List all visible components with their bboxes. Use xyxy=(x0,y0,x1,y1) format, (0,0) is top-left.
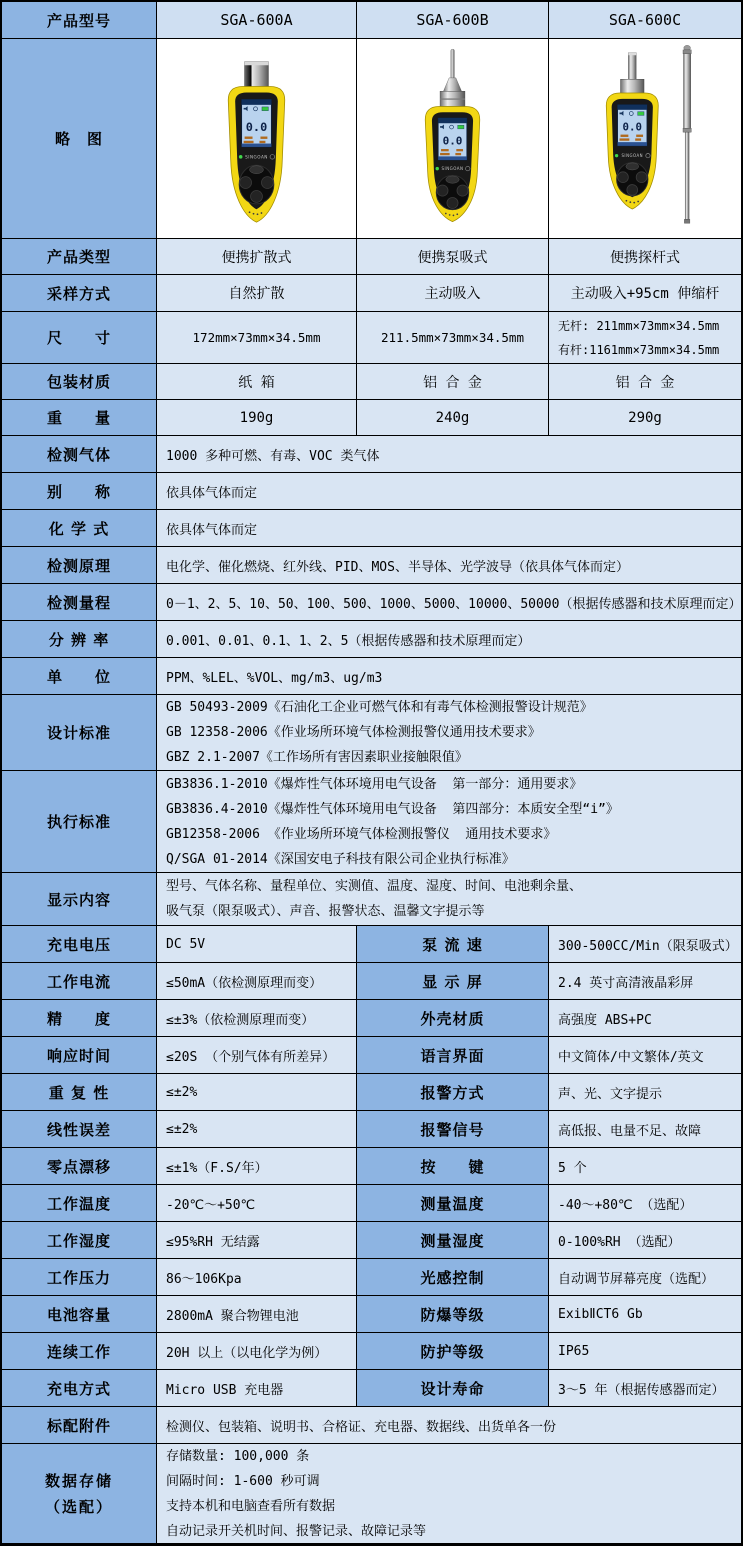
row-label: 显示内容 xyxy=(2,873,157,925)
row-accuracy-shell-material xyxy=(2,1000,741,1037)
row-value: 依具体气体而定 xyxy=(157,510,741,546)
header-row xyxy=(2,2,741,39)
product-image-sga-600a xyxy=(157,39,357,238)
probe-stub xyxy=(628,53,636,79)
standard-line: GB 12358-2006《作业场所环境气体检测报警仪通用技术要求》 xyxy=(166,725,541,740)
menu-button xyxy=(250,166,264,174)
lcd-header xyxy=(438,118,467,123)
lcd-text-line xyxy=(621,135,629,137)
right-button xyxy=(261,177,273,189)
spec-value: 高低报、电量不足、故障 xyxy=(549,1111,741,1147)
spec-value: 5 个 xyxy=(549,1148,741,1184)
left-button xyxy=(618,172,629,183)
row-label: 包装材质 xyxy=(2,364,157,399)
sensor-cylinder xyxy=(621,79,645,94)
value-c: 铝 合 金 xyxy=(549,364,741,399)
model-name-sga-600b: SGA-600B xyxy=(357,2,549,38)
spec-label: 线性误差 xyxy=(2,1111,157,1147)
gas-detector-pump-illustration xyxy=(357,40,548,238)
value-b: 便携泵吸式 xyxy=(357,239,549,274)
row-execution-standards xyxy=(2,771,741,873)
row-units xyxy=(2,658,741,695)
row-working-temp-measure-temp xyxy=(2,1185,741,1222)
row-design-standards xyxy=(2,695,741,771)
lcd-reading: 0.0 xyxy=(622,120,642,134)
spec-value: ≤50mA（依检测原理而变） xyxy=(157,963,357,999)
spec-label: 工作温度 xyxy=(2,1185,157,1221)
row-chemical-formula xyxy=(2,510,741,547)
spec-label: 测量温度 xyxy=(357,1185,549,1221)
standard-line: GB 50493-2009《石油化工企业可燃气体和有毒气体检测报警设计规范》 xyxy=(166,700,593,715)
spec-value: 高强度 ABS+PC xyxy=(549,1000,741,1036)
spec-label: 报警方式 xyxy=(357,1074,549,1110)
row-working-current-display xyxy=(2,963,741,1000)
row-value: 依具体气体而定 xyxy=(157,473,741,509)
value-c: 主动吸入+95cm 伸缩杆 xyxy=(549,275,741,311)
probe-stub-top xyxy=(628,53,636,55)
row-zero-drift-buttons xyxy=(2,1148,741,1185)
spec-value: Micro USB 充电器 xyxy=(157,1370,357,1406)
spec-label: 连续工作 xyxy=(2,1333,157,1369)
row-sampling-method xyxy=(2,275,741,312)
standard-line: GB12358-2006 《作业场所环境气体检测报警仪 通用技术要求》 xyxy=(166,826,557,842)
row-value xyxy=(157,695,741,770)
row-label: 执行标准 xyxy=(2,771,157,872)
spec-value: 2800mA 聚合物锂电池 xyxy=(157,1296,357,1332)
dimension-with-rod: 有杆:1161mm×73mm×34.5mm xyxy=(558,342,720,357)
spec-label: 响应时间 xyxy=(2,1037,157,1073)
standard-line: Q/SGA 01-2014《深国安电子科技有限公司企业执行标准》 xyxy=(166,851,515,867)
row-label: 尺 寸 xyxy=(2,312,157,363)
brand-text: SINGOAN xyxy=(245,154,268,160)
spec-label: 工作湿度 xyxy=(2,1222,157,1258)
model-name-sga-600a: SGA-600A xyxy=(157,2,357,38)
enter-button xyxy=(447,197,458,208)
spec-label: 测量湿度 xyxy=(357,1222,549,1258)
spec-value: ExibⅡCT6 Gb xyxy=(549,1296,741,1332)
status-led xyxy=(239,155,243,159)
sketch-label: 略 图 xyxy=(2,39,157,238)
sensor-cap xyxy=(245,62,269,89)
spec-label: 设计寿命 xyxy=(357,1370,549,1406)
row-label: 标配附件 xyxy=(2,1407,157,1443)
spec-label: 报警信号 xyxy=(357,1111,549,1147)
brand-text: SINGOAN xyxy=(621,153,644,159)
row-label xyxy=(2,1444,157,1543)
spec-value: 86～106Kpa xyxy=(157,1259,357,1295)
lcd-reading: 0.0 xyxy=(245,120,268,135)
brand-text: SINGOAN xyxy=(441,166,464,172)
spec-value: 中文简体/中文繁体/英文 xyxy=(549,1037,741,1073)
spec-label: 重 复 性 xyxy=(2,1074,157,1110)
spec-label: 外壳材质 xyxy=(357,1000,549,1036)
storage-line: 存储数量: 100,000 条 xyxy=(166,1448,310,1464)
value-b: 主动吸入 xyxy=(357,275,549,311)
row-value: 1000 多种可燃、有毒、VOC 类气体 xyxy=(157,436,741,472)
value-b: 211.5mm×73mm×34.5mm xyxy=(357,312,549,363)
cylinder-ring xyxy=(440,98,465,99)
value-c xyxy=(549,312,741,363)
value-a: 纸 箱 xyxy=(157,364,357,399)
row-value: 0.001、0.01、0.1、1、2、5（根据传感器和技术原理而定） xyxy=(157,621,741,657)
battery-icon xyxy=(262,107,268,111)
row-value: 电化学、催化燃烧、红外线、PID、MOS、半导体、光学波导（依具体气体而定） xyxy=(157,547,741,583)
display-line: 吸气泵（限泵吸式）、声音、报警状态、温馨文字提示等 xyxy=(166,904,485,919)
spec-label: 电池容量 xyxy=(2,1296,157,1332)
spec-value: -40～+80℃ （选配） xyxy=(549,1185,741,1221)
lcd-status-bar xyxy=(438,156,467,160)
display-line: 型号、气体名称、量程单位、实测值、温度、湿度、时间、电池剩余量、 xyxy=(166,879,583,894)
sketch-row xyxy=(2,39,741,239)
row-continuous-work-protection-rating xyxy=(2,1333,741,1370)
row-detection-principle xyxy=(2,547,741,584)
lcd-status-bar xyxy=(242,144,272,147)
row-battery-explosion-rating xyxy=(2,1296,741,1333)
storage-line: 支持本机和电脑查看所有数据 xyxy=(166,1498,336,1514)
spec-value: ≤±3%（依检测原理而变） xyxy=(157,1000,357,1036)
spec-value: ≤±2% xyxy=(157,1074,357,1110)
status-led xyxy=(436,167,439,170)
spec-label: 防爆等级 xyxy=(357,1296,549,1332)
row-packing-material xyxy=(2,364,741,400)
product-image-sga-600c xyxy=(549,39,741,238)
spec-value: ≤20S （个别气体有所差异） xyxy=(157,1037,357,1073)
row-value: 检测仪、包装箱、说明书、合格证、充电器、数据线、出货单各一份 xyxy=(157,1407,741,1443)
row-linearity-alarm-signal xyxy=(2,1111,741,1148)
spec-label: 泵 流 速 xyxy=(357,926,549,962)
menu-button xyxy=(626,163,639,170)
dimension-no-rod: 无杆: 211mm×73mm×34.5mm xyxy=(558,318,720,333)
spec-label: 语言界面 xyxy=(357,1037,549,1073)
value-a: 172mm×73mm×34.5mm xyxy=(157,312,357,363)
value-a: 便携扩散式 xyxy=(157,239,357,274)
left-button xyxy=(240,177,252,189)
spec-value: 2.4 英寸高清液晶彩屏 xyxy=(549,963,741,999)
spec-label: 显 示 屏 xyxy=(357,963,549,999)
row-product-type xyxy=(2,239,741,275)
spec-value: ≤95%RH 无结露 xyxy=(157,1222,357,1258)
gas-detector-diffusion-illustration xyxy=(157,40,356,238)
spec-label: 充电方式 xyxy=(2,1370,157,1406)
standard-line: GBZ 2.1-2007《工作场所有害因素职业接触限值》 xyxy=(166,750,468,765)
lcd-text-line xyxy=(635,138,641,140)
row-label: 采样方式 xyxy=(2,275,157,311)
value-c: 便携探杆式 xyxy=(549,239,741,274)
spec-value: -20℃～+50℃ xyxy=(157,1185,357,1221)
value-b: 240g xyxy=(357,400,549,435)
spec-value: 3～5 年（根据传感器而定） xyxy=(549,1370,741,1406)
row-display-content xyxy=(2,873,741,926)
storage-line: 间隔时间: 1-600 秒可调 xyxy=(166,1473,320,1489)
row-value xyxy=(157,771,741,872)
probe-needle xyxy=(451,49,454,79)
row-label: 化 学 式 xyxy=(2,510,157,546)
spec-value: 0-100%RH （选配） xyxy=(549,1222,741,1258)
lcd-header xyxy=(242,99,272,104)
model-name-sga-600c: SGA-600C xyxy=(549,2,741,38)
row-data-storage xyxy=(2,1444,741,1543)
lcd-text-line xyxy=(620,138,630,140)
row-value: PPM、%LEL、%VOL、mg/m3、ug/m3 xyxy=(157,658,741,694)
row-label: 设计标准 xyxy=(2,695,157,770)
row-working-humidity-measure-humidity xyxy=(2,1222,741,1259)
spec-label: 精 度 xyxy=(2,1000,157,1036)
sensor-cap-top xyxy=(245,62,269,65)
row-detection-range xyxy=(2,584,741,621)
lcd-text-line xyxy=(260,137,267,139)
spec-value: 自动调节屏幕亮度（选配） xyxy=(549,1259,741,1295)
row-working-pressure-light-control xyxy=(2,1259,741,1296)
row-label: 产品类型 xyxy=(2,239,157,274)
lcd-text-line xyxy=(455,153,461,155)
row-standard-accessories xyxy=(2,1407,741,1444)
spec-label: 充电电压 xyxy=(2,926,157,962)
status-led xyxy=(615,154,618,157)
battery-icon xyxy=(458,125,464,129)
lcd-reading: 0.0 xyxy=(442,134,463,148)
row-label: 分 辨 率 xyxy=(2,621,157,657)
gas-detector-telescopic-illustration xyxy=(549,40,741,238)
right-button xyxy=(457,185,468,196)
spec-label: 工作压力 xyxy=(2,1259,157,1295)
row-label: 别 称 xyxy=(2,473,157,509)
right-button xyxy=(636,172,647,183)
row-repeatability-alarm-mode xyxy=(2,1074,741,1111)
telescopic-rod xyxy=(683,45,691,223)
row-label: 检测量程 xyxy=(2,584,157,620)
spec-value: ≤±2% xyxy=(157,1111,357,1147)
lcd-text-line xyxy=(440,153,450,155)
lcd-text-line xyxy=(244,141,254,143)
product-image-sga-600b xyxy=(357,39,549,238)
value-b: 铝 合 金 xyxy=(357,364,549,399)
row-alias xyxy=(2,473,741,510)
value-a: 190g xyxy=(157,400,357,435)
row-detected-gas xyxy=(2,436,741,473)
storage-label-line: 数据存储 xyxy=(44,1471,113,1490)
spec-label: 零点漂移 xyxy=(2,1148,157,1184)
lcd-text-line xyxy=(441,149,449,151)
spec-label: 按 键 xyxy=(357,1148,549,1184)
lcd-text-line xyxy=(456,149,463,151)
row-response-time-language xyxy=(2,1037,741,1074)
row-value xyxy=(157,1444,741,1543)
lcd-text-line xyxy=(636,135,643,137)
row-label: 单 位 xyxy=(2,658,157,694)
spec-value: 300-500CC/Min（限泵吸式） xyxy=(549,926,741,962)
lcd-text-line xyxy=(259,141,265,143)
probe-flare xyxy=(443,78,461,91)
storage-line: 自动记录开关机时间、报警记录、故障记录等 xyxy=(166,1523,427,1539)
row-value: 0－1、2、5、10、50、100、500、1000、5000、10000、50000（根据传感器和技术原理而定） xyxy=(157,584,741,620)
row-charging-method-design-life xyxy=(2,1370,741,1407)
enter-button xyxy=(627,185,638,196)
spec-value: IP65 xyxy=(549,1333,741,1369)
row-label: 检测气体 xyxy=(2,436,157,472)
spec-label: 防护等级 xyxy=(357,1333,549,1369)
row-resolution xyxy=(2,621,741,658)
lcd-header xyxy=(618,105,647,110)
header-label: 产品型号 xyxy=(2,2,157,38)
row-charge-voltage-pump-rate xyxy=(2,926,741,963)
standard-line: GB3836.1-2010《爆炸性气体环境用电气设备 第一部分：通用要求》 xyxy=(166,776,583,792)
standard-line: GB3836.4-2010《爆炸性气体环境用电气设备 第四部分：本质安全型“i”》 xyxy=(166,801,619,817)
row-weight xyxy=(2,400,741,436)
left-button xyxy=(437,185,448,196)
enter-button xyxy=(251,190,263,202)
spec-value: 声、光、文字提示 xyxy=(549,1074,741,1110)
lcd-status-bar xyxy=(618,142,647,146)
spec-value: DC 5V xyxy=(157,926,357,962)
value-c: 290g xyxy=(549,400,741,435)
spec-value: ≤±1%（F.S/年） xyxy=(157,1148,357,1184)
row-label: 检测原理 xyxy=(2,547,157,583)
value-a: 自然扩散 xyxy=(157,275,357,311)
spec-value: 20H 以上（以电化学为例） xyxy=(157,1333,357,1369)
row-label: 重 量 xyxy=(2,400,157,435)
row-dimensions xyxy=(2,312,741,364)
battery-icon xyxy=(638,112,644,116)
lcd-text-line xyxy=(245,137,253,139)
storage-label-line: （选配） xyxy=(44,1497,113,1516)
spec-label: 工作电流 xyxy=(2,963,157,999)
row-value xyxy=(157,873,741,925)
menu-button xyxy=(446,176,459,183)
spec-label: 光感控制 xyxy=(357,1259,549,1295)
